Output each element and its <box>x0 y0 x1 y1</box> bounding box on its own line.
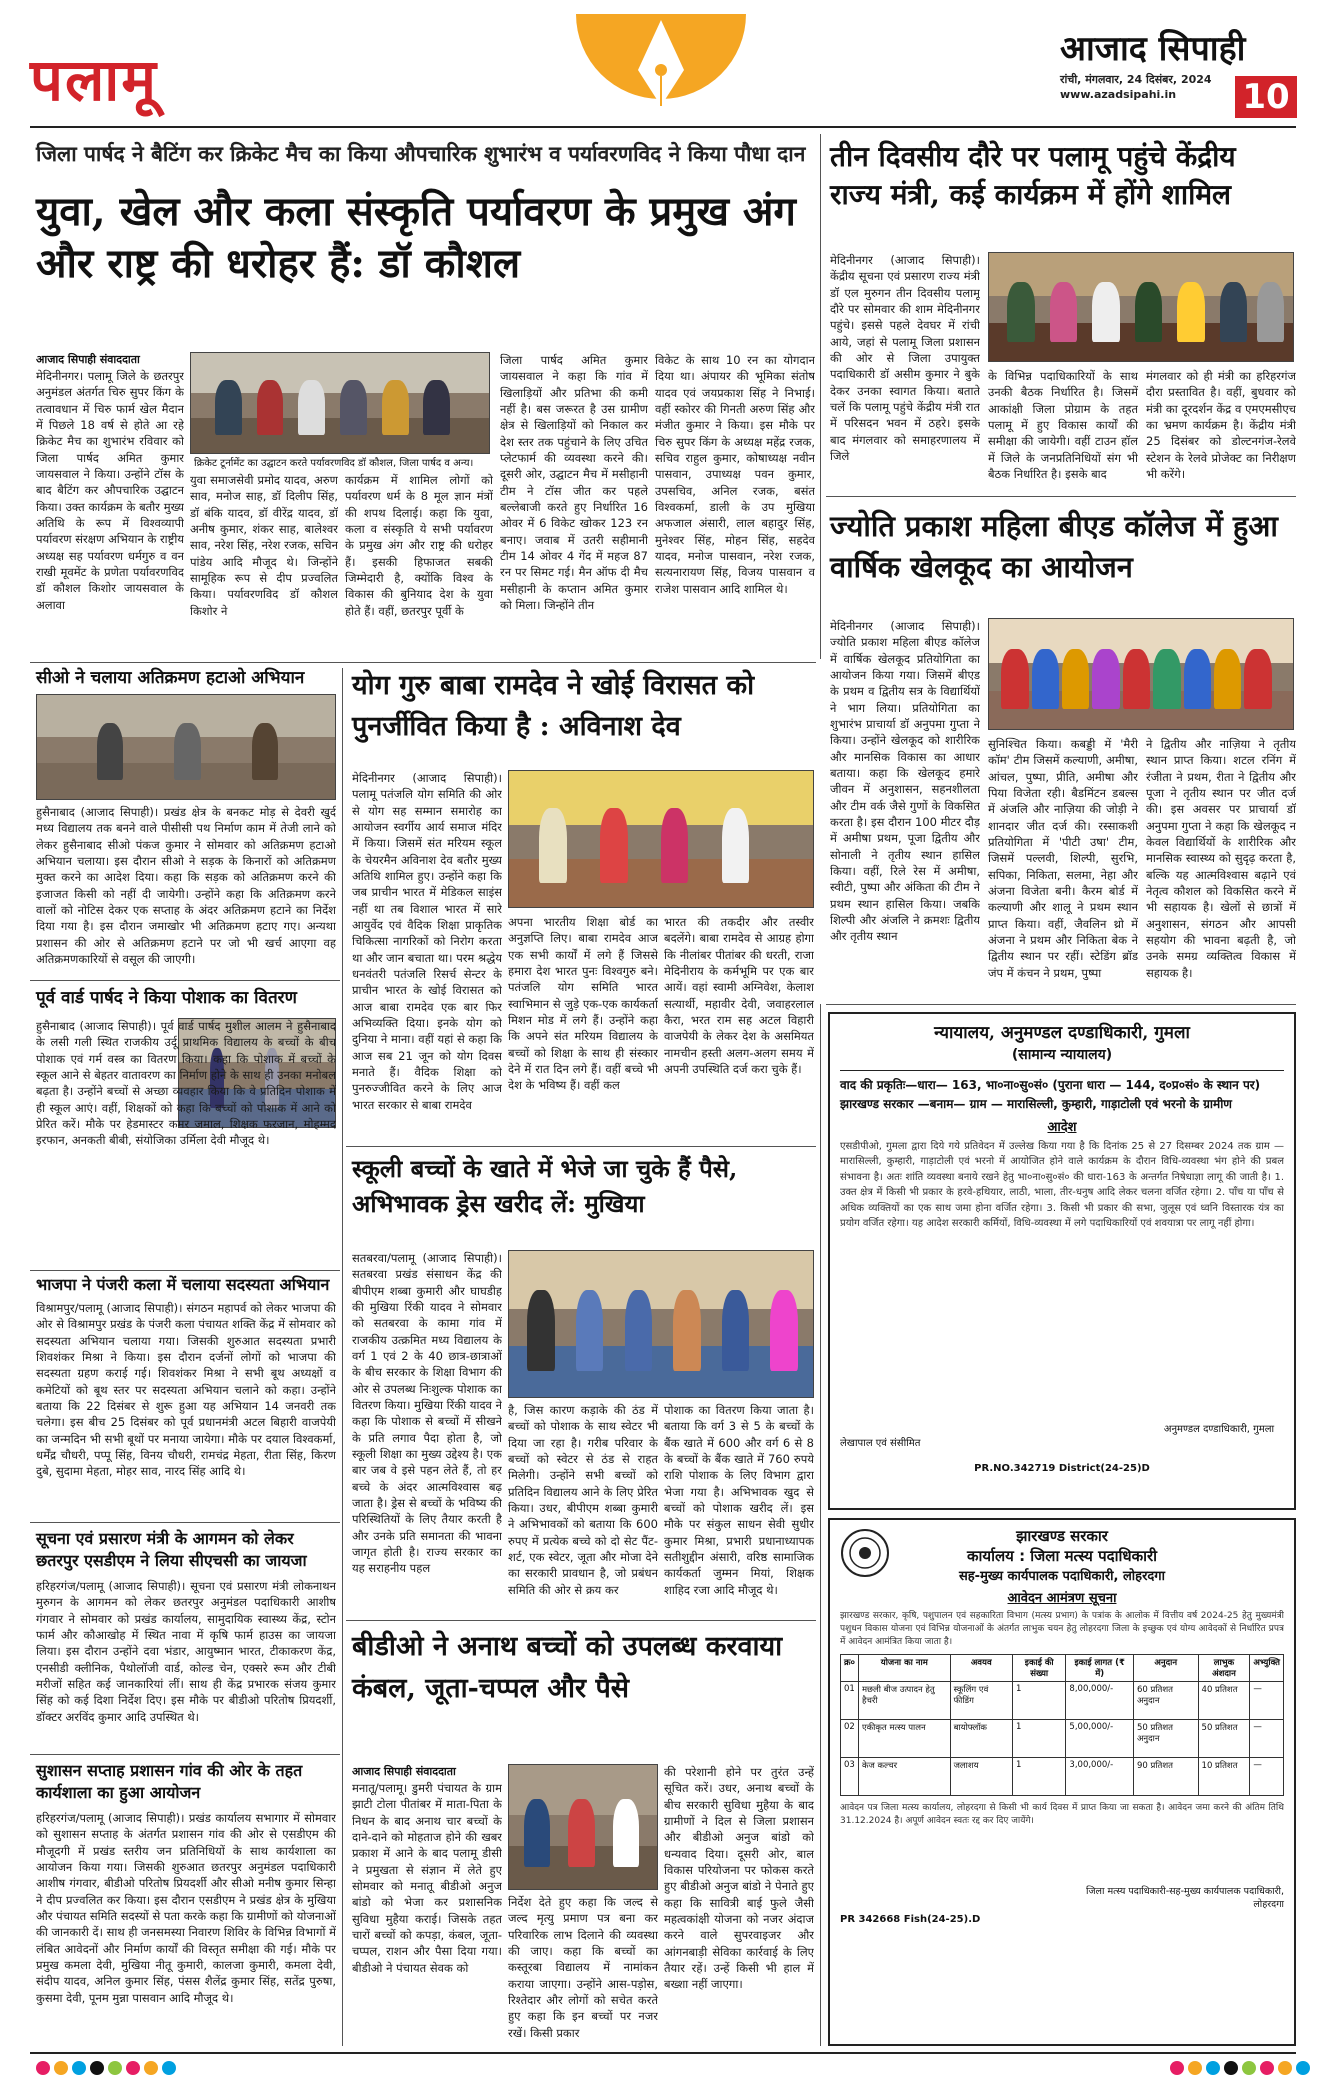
color-dot <box>1242 2061 1256 2075</box>
a2-col-2: के विभिन्न पदाधिकारियों के साथ उनकी बैठक निर्धारित है। जिसमें आकांक्षी जिला प्रोग्राम के तहत पलामू में हुए विकास कार्यों की समीक्षा की जायेगी। वहीं टाउन हॉल में जिले के जनप्रतिनिधियों संग भी बैठक निर्धारित है। इसके बाद <box>988 369 1138 481</box>
pen-nib-logo <box>566 14 756 124</box>
a1-col-3: कार्यक्रम में शामिल लोगों को पर्यावरण धर्म के 8 मूल ज्ञान मंत्रों की शपथ दिलाई। कहा कि युवा, कला व संस्कृति ये सभी पर्यावरण के प्रमुख अंग और राष्ट्र की धरोहर हैं। इसकी हिफाजत सबकी जिम्मेदारी है, क्योंकि विश्व के विकास की बुनियाद देश के युवा होते हैं। वहीं, छतरपुर पूर्वी के <box>345 473 493 618</box>
a2-col-3: मंगलवार को ही मंत्री का हरिहरगंज दौरा प्रस्तावित है। वहीं, बुधवार को मंत्री का दूरदर्शन केंद्र व एमएमसीएच का भ्रमण कार्यक्रम है। केंद्रीय मंत्री 25 दिसंबर को डोल्टनगंज-रेलवे स्टेशन के रेलवे प्रोजेक्ट का निरीक्षण भी करेंगे। <box>1146 369 1296 481</box>
color-dot <box>1170 2061 1184 2075</box>
a9-photo-yoga <box>508 770 814 908</box>
color-registration-dots-right <box>1170 2060 1314 2079</box>
fisheries-office-2: सह-मुख्य कार्यपालक पदाधिकारी, लोहरदगा <box>958 1569 1165 1584</box>
a11-headline: बीडीओ ने अनाथ बच्चों को उपलब्ध करवाया कंबल, जूता-चप्पल और पैसे <box>352 1631 783 1704</box>
color-registration-dots-left <box>36 2060 180 2079</box>
color-dot <box>72 2061 86 2075</box>
court-notice-pr: PR.NO.342719 District(24-25)D <box>974 1462 1150 1474</box>
fisheries-footer: आवेदन पत्र जिला मत्स्य कार्यालय, लोहरदगा से किसी भी कार्य दिवस में प्राप्त किया जा सकता है। आवेदन जमा करने की अंतिम तिथि 31.12.2024 है। अपूर्ण आवेदन स्वतः रद्द कर दिए जायेंगे। <box>840 1803 1284 1827</box>
a3-col-1: मेदिनीनगर (आजाद सिपाही)। ज्योति प्रकाश महिला बीएड कॉलेज में वार्षिक खेलकूद प्रतियोगिता का आयोजन किया गया। जिसमें बीएड के प्रथम व द्वितीय सत्र के विद्यार्थियों ने भाग लिया। प्रतियोगिता का शुभारंभ प्राचार्या डॉ अनुपमा गुप्ता ने किया। उन्होंने खेलकूद को शारीरिक और मानसिक विकास का आधार बताया। कहा कि खेलकूद हमारे जीवन में अनुशासन, सहनशीलता और टीम वर्क जैसे गुणों के विकसित करता है। इस दौरान 100 मीटर दौड़ में अमीषा प्रथम, पूजा द्वितीय और सोनाली ने तृतीय स्थान हासिल किया। वहीं, रिले रेस में अमीषा, स्वीटी, पुष्पा और अंकिता की टीम ने प्रथम स्थान हासिल किया। जबकि शिल्पी और अंजलि ने क्रमशः द्वितीय और तृतीय स्थान <box>830 619 980 944</box>
fisheries-table-header: अवयव <box>950 1655 1012 1682</box>
color-dot <box>1224 2061 1238 2075</box>
color-dot <box>54 2061 68 2075</box>
a1-col-2: युवा समाजसेवी प्रमोद यादव, अरुण साव, मनोज साह, डॉ दिलीप सिंह, डॉ बंकि यादव, डॉ वीरेंद्र यादव, डॉ अनीष कुमार, शंकर साह, बालेश्वर साव, नरेश सिंह, नरेश रजक, सचिन पांडेय आदि मौजूद थे। जिन्होंने सामूहिक रूप से दीप प्रज्वलित किया। पर्यावरणविद डॉ कौशल किशोर ने <box>190 473 338 618</box>
court-notice-subtitle: (सामान्य न्यायालय) <box>1011 1047 1113 1063</box>
fisheries-table-cell: 1 <box>1012 1720 1065 1758</box>
a6-headline: भाजपा ने पंजरी कला में चलाया सदस्यता अभियान <box>36 1275 330 1294</box>
color-dot <box>144 2061 158 2075</box>
fisheries-table-header: इकाई की संख्या <box>1012 1655 1065 1682</box>
fisheries-notice <box>828 1518 1296 2046</box>
fisheries-table-cell: 3,00,000/- <box>1066 1758 1134 1796</box>
court-notice-body: एसडीपीओ, गुमला द्वारा दिये गये प्रतिवेदन में उल्लेख किया गया है कि दिनांक 25 से 27 दिसम्बर 2024 तक ग्राम — मारासिल्ली, कुम्हारी, गाड़ाटोली एवं भरनो में आयोजित होने वाले कार्यक्रम के दौरान विधि-व्यवस्था भंग होने की प्रबल संभावना है। अतः शांति व्यवस्था बनाये रखने हेतु भा०ना०सु०सं० की धारा-163 के अन्तर्गत निषेधाज्ञा लागू की जाती है। 1. उक्त क्षेत्र में किसी भी प्रकार के हरवे-हथियार, लाठी, भाला, तीर-धनुष आदि लेकर चलना वर्जित रहेगा। 2. पाँच या पाँच से अधिक व्यक्तियों का एक साथ जमा होना वर्जित रहेगा। 3. किसी भी प्रकार की सभा, जुलूस एवं ध्वनि विस्तारक यंत्र का प्रयोग वर्जित रहेगा। यह आदेश सरकारी कर्मियों, विधि-व्यवस्था में लगे पदाधिकारियों एवं शवयात्रा पर लागू नहीं होगा। <box>840 1140 1284 1230</box>
color-dot <box>36 2061 50 2075</box>
newspaper-name: आजाद सिपाही <box>1060 29 1246 69</box>
a11-col-2: निर्देश देते हुए कहा कि जल्द से जल्द मृत्यु प्रमाण पत्र बना कर परिवारिक लाभ दिलाने की व्यवस्था की जाए। कहा कि बच्चों का कस्तूरबा विद्यालय में नामांकन कराया जाएगा। उन्होंने आस-पड़ोस, रिश्तेदार और लोगों को सचेत करते हुए कहा कि इन बच्चों पर नजर रखें। किसी प्रकार <box>508 1895 658 2040</box>
a1-kicker: जिला पार्षद ने बैटिंग कर क्रिकेट मैच का किया औपचारिक शुभारंभ व पर्यावरणविद ने किया पौधा दान <box>36 141 806 166</box>
fisheries-table-cell: 90 प्रतिशत <box>1133 1758 1198 1796</box>
fisheries-gov: झारखण्ड सरकार <box>1016 1527 1108 1545</box>
a1-col-5: विकेट के साथ 10 रन का योगदान दिया था। अंपायर की भूमिका संतोष यादव एवं जयप्रकाश सिंह ने निभाई। वहीं स्कोरर की गिनती अरुण सिंह और मंजीत कुमार ने किया। इस मौके पर चिरु सुपर किंग के अध्यक्ष महेंद्र रजक, सचिव राहुल कुमार, कोषाध्यक्ष नवीन पासवान, उपाध्यक्ष पवन कुमार, उपसचिव, अनिल रजक, बसंत विश्वकर्मा, डाली के उप मुखिया अफजाल अंसारी, लाल बहादुर सिंह, मुनेश्वर सिंह, मोहन सिंह, सहदेव यादव, मनोज पासवान, नरेश रजक, सत्यनारायण सिंह, विजय पासवान व राजेश पासवान आदि शामिल थे। <box>655 353 815 596</box>
a5-text: हुसैनाबाद (आजाद सिपाही)। पूर्व वार्ड पार्षद मुशील आलम ने हुसैनाबाद के लसी गली स्थित राजकीय उर्दू प्राथमिक विद्यालय के बच्चों के बीच पोशाक एवं गर्म वस्त्र का वितरण किया। कहा कि पोशाक में बच्चों के स्कूल आने से बेहतर वातावरण का निर्माण होने के साथ ही उनका मनोबल बढ़ता है। उन्होंने बच्चों से अच्छा व्यवहार किया कि वे प्रतिदिन पोशाक में ही स्कूल आएं। वहीं, शिक्षकों को कहा कि बच्चों को पोशाक में आने को प्रेरित करें। मौके पर हेडमास्टर कमर जमाल, शिक्षक फरजान, मोहम्मद इरफान, अनकती बीबी, संयोजिका उर्मिला देवी मौजूद थे। <box>36 1019 336 1148</box>
a8-text: हरिहरगंज/पलामू (आजाद सिपाही)। प्रखंड कार्यालय सभागार में सोमवार को सुशासन सप्ताह के अंतर्गत प्रशासन गांव की ओर से एसडीएम की मौजूदगी में प्रखंड स्तरीय जन प्रतिनिधियों के साथ कार्यशाला का आयोजन किया गया। जिसकी शुरुआत छतरपुर अनुमंडल पदाधिकारी आशीष गंगवार, बीडीओ परितोष प्रियदर्शी और सीओ मनीष कुमार सिन्हा ने दीप प्रज्वलित कर किया। इस दौरान एसडीएम ने प्रखंड क्षेत्र के मुखिया और पंचायत समिति सदस्यों से पता करके कहा कि ग्रामीणों को योजनाओं की जानकारी दें। साथ ही जनसमस्या निवारण शिविर के विभिन्न विभागों में लंबित आवेदनों और निर्माण कार्यों की विस्तृत समीक्षा की गई। मौके पर प्रमुख कमला देवी, मुखिया नीतू कुमारी, कालजा कुमारी, कमला देवी, संदीप यादव, अनिल कुमार सिंह, पंसस शैलेंद्र कुमार सिंह, सतेंद्र पुरुषा, कुसमा देवी, पूनम मुन्ना पासवान आदि मौजूद थे। <box>36 1811 336 2005</box>
a9-col-3: भारत की तकदीर और तस्वीर बदलेंगे। बाबा रामदेव से आग्रह होगा कि नीलांबर पीतांबर की धरती, राजा मेदिनीराय के कर्मभूमि पर एक बार आयें। वहां स्वामी अग्निवेश, केलाश सत्यार्थी, महावीर देवी, जवाहरलाल कैरा, भरत राम सह अटल विहारी वाजपेयी के लेकर देश के असमियत नामचीन हस्ती अलग-अलग समय में अपनी उपस्थिति दर्ज करा चुके हैं। <box>664 915 814 1076</box>
fisheries-table-cell: 40 प्रतिशत <box>1198 1682 1250 1720</box>
color-dot <box>1296 2061 1310 2075</box>
fisheries-table-cell: 02 <box>841 1720 859 1758</box>
a11-col-3: की परेशानी होने पर तुरंत उन्हें सूचित करें। उधर, अनाथ बच्चों के बीच सरकारी सुविधा मुहैया के बाद ग्रामीणों ने दिल से जिला प्रशासन और बीडीओ अनुज बांडो को धन्यवाद दिया। दूसरी ओर, बाल विकास परियोजना पर फोकस करते हुए बीडीओ अनुज बांडो ने पेनाते हुए कहा कि सावित्री बाई फुले जैसी महत्वकांक्षी योजना को नजर अंदाज करने वाले सुपरवाइजर और आंगनबाड़ी सेविका कार्रवाई के लिए तैयार रहें। उन्हें किसी भी हाल में बख्शा नहीं जाएगा। <box>664 1765 814 1992</box>
fisheries-table-cell: 1 <box>1012 1682 1065 1720</box>
a4-headline: सीओ ने चलाया अतिक्रमण हटाओ अभियान <box>36 668 305 688</box>
fisheries-table-cell: 10 प्रतिशत <box>1198 1758 1250 1796</box>
fisheries-table-cell: 50 प्रतिशत <box>1198 1720 1250 1758</box>
fisheries-title: आवेदन आमंत्रण सूचना <box>1007 1591 1117 1606</box>
jharkhand-emblem-icon <box>840 1528 890 1578</box>
fisheries-table-cell: 60 प्रतिशत अनुदान <box>1133 1682 1198 1720</box>
fisheries-table-cell: 5,00,000/- <box>1066 1720 1134 1758</box>
fisheries-table-cell: 1 <box>1012 1758 1065 1796</box>
a2-headline: तीन दिवसीय दौरे पर पलामू पहुंचे केंद्रीय राज्य मंत्री, कई कार्यक्रम में होंगे शामिल <box>830 140 1236 211</box>
court-notice-order: आदेश <box>1047 1119 1077 1135</box>
a1-col-1: मेदिनीनगर। पलामू जिले के छतरपुर अनुमंडल अंतर्गत चिरु सुपर किंग के तत्वावधान में चिरु फार्म खेल मैदान में पिछले 18 वर्ष से होते आ रहे क्रिकेट मैच का शुभारंभ रविवार को जिला पार्षद अमित कुमार जायसवाल ने किया। उन्होंने टॉस के बाद बैटिंग कर औपचारिक उद्घाटन किया। उक्त कार्यक्रम के बतौर मुख्य अतिथि के रूप में विश्वव्यापी पर्यावरण संरक्षण अभियान के राष्ट्रीय अध्यक्ष सह पर्यावरण धर्मगुरु व वन राखी मूवमेंट के प्रणेता पर्यावरणविद डॉ कौशल किशोर जायसवाल के अलावा <box>36 369 184 612</box>
fisheries-table-row <box>841 1682 1284 1720</box>
court-notice-title: न्यायालय, अनुमण्डल दण्डाधिकारी, गुमला <box>934 1023 1190 1043</box>
a5-headline: पूर्व वार्ड पार्षद ने किया पोशाक का वितरण <box>36 988 297 1008</box>
fisheries-table-header: लाभुक अंशदान <box>1198 1655 1250 1682</box>
fisheries-sign: जिला मत्स्य पदाधिकारी-सह-मुख्य कार्यपालक पदाधिकारी, लोहरदगा <box>1086 1886 1284 1910</box>
court-notice-case: वाद की प्रकृतिः—धारा— 163, भा०ना०सु०सं० (पुराना धारा — 144, द०प्र०सं० के स्थान पर) <box>840 1078 1261 1092</box>
a7-headline: सूचना एवं प्रसारण मंत्री के आगमन को लेकर छतरपुर एसडीएम ने लिया सीएचसी का जायजा <box>36 1529 307 1571</box>
fisheries-table-cell: 01 <box>841 1682 859 1720</box>
a11-photo-children <box>508 1764 658 1890</box>
color-dot <box>1188 2061 1202 2075</box>
a3-col-2: सुनिश्चित किया। कबड्डी में 'मैरी कॉम' टीम जिसमें कल्याणी, अमीषा, आंचल, पुष्पा, प्रीति, अमीषा और पिया विजेता रही। बैडमिंटन डबल्स में अंजलि और नाज़िया की जोड़ी ने शानदार जीत दर्ज की। रस्साकशी प्रतियोगिता में 'पीटी उषा' टीम, जिसमें पल्लवी, शिल्पी, सुरभि, सपिका, निकिता, सलमा, नेहा और अंजना विजेता बनी। कैरम बोर्ड में कल्याणी और शालू ने प्रथम स्थान प्राप्त किया। वहीं, जैवलिन थ्रो में अंजना ने प्रथम और निकिता बेक ने द्वितीय स्थान पर रहीं। स्टेडिंग ब्रॉड जंप में कंचन ने प्रथम, पुष्पा <box>988 737 1138 980</box>
a4-text: हुसैनाबाद (आजाद सिपाही)। प्रखंड क्षेत्र के बनकट मोड़ से देवरी खुर्द मध्य विद्यालय तक बनने वाले पीसीसी पथ निर्माण काम में तेजी लाने को लेकर हुसैनाबाद सीओ पंकज कुमार ने सोमवार को अतिक्रमण हटाओ अभियान चलाया। इस दौरान सीओ ने सड़क के किनारों को अतिक्रमण मुक्त करने का आदेश दिया। कहा कि सड़क को अतिक्रमण करने की इजाजत किसी को नहीं दी जायेगी। उन्होंने कहा कि अतिक्रमण करने वालों को नोटिस देकर एक सप्ताह के अंदर अतिक्रमण हटाने का निर्देश दिया गया है। इस दौरान जमाखोर भी अतिक्रमण हटाए गए। अन्यथा प्रशासन की ओर से अतिक्रमण हटाने पर जो भी खर्च आएगा वह अतिक्रमणकारियों से वसूल की जाएगी। <box>36 805 336 966</box>
a10-col-2: है, जिस कारण कड़ाके की ठंड में बच्चों को पोशाक के साथ स्वेटर भी दिया जा रहा है। गरीब परिवार के बच्चों को स्वेटर से ठंड से राहत मिलेगी। उन्होंने सभी बच्चों को प्रतिदिन विद्यालय आने के लिए प्रेरित किया। उधर, बीपीएम शब्बा कुमारी ने अभिभावकों को बताया कि 600 रुपए में प्रत्येक बच्चे को दो सेट पैंट-शर्ट, एक स्वेटर, जूता और मोजा देने का सरकारी प्रावधान है, जो प्रबंधन समिति की ओर से क्रय कर <box>508 1403 658 1597</box>
fisheries-table-cell: केज कल्चर <box>858 1758 950 1796</box>
a8-headline: सुशासन सप्ताह प्रशासन गांव की ओर के तहत कार्यशाला का हुआ आयोजन <box>36 1761 303 1803</box>
court-notice-left-sign: लेखापाल एवं संसीमित <box>840 1437 921 1449</box>
color-dot <box>108 2061 122 2075</box>
fisheries-table-row <box>841 1720 1284 1758</box>
fisheries-table-row <box>841 1758 1284 1796</box>
fisheries-table-cell: — <box>1250 1682 1284 1720</box>
a9-headline: योग गुरु बाबा रामदेव ने खोई विरासत को पुनर्जीवित किया है : अविनाश देव <box>352 670 755 742</box>
color-dot <box>90 2061 104 2075</box>
color-dot <box>1278 2061 1292 2075</box>
fisheries-table-cell: स्कूलिंग एवं फीडिंग <box>950 1682 1012 1720</box>
fisheries-table-cell: 50 प्रतिशत अनुदान <box>1133 1720 1198 1758</box>
fisheries-table-cell: — <box>1250 1720 1284 1758</box>
fisheries-table-cell: — <box>1250 1758 1284 1796</box>
color-dot <box>162 2061 176 2075</box>
fisheries-intro: झारखण्ड सरकार, कृषि, पशुपालन एवं सहकारिता विभाग (मत्स्य प्रभाग) के पत्रांक के आलोक में वित्तीय वर्ष 2024-25 हेतु मुख्यमंत्री पशुधन विकास योजना एवं विभिन्न योजनाओं के अंतर्गत लाभुक चयन हेतु लोहरदगा जिला के इच्छुक एवं योग्य आवेदकों से निर्धारित प्रपत्र में आवेदन आमंत्रित किया जाता है। <box>840 1611 1284 1648</box>
a7-text: हरिहरगंज/पलामू (आजाद सिपाही)। सूचना एवं प्रसारण मंत्री लोकनाथन मुरुगन के आगमन को लेकर छतरपुर अनुमंडल पदाधिकारी आशीष गंगवार ने सोमवार को प्रखंड कार्यालय, सामुदायिक स्वास्थ्य केंद्र, स्टोन फार्म और कौआखोह में स्थित नावा में कृषि फार्म हाउस का जायजा लिया। इस दौरान उन्होंने दवा भंडार, आयुष्मान भारत, टीकाकरण केंद्र, एनसीडी क्लीनिक, पैथोलॉजी वार्ड, कोल्ड चेन, एक्सरे रूम और टीबी मरीजों सहित कई जानकारियां लीं। साथ ही केंद्र प्रभारक संजय कुमार सिंह को कई दिशा निर्देश दिए। इस मौके पर बीडीओ परितोष प्रियदर्शी, डॉक्टर अरविंद कुमार आदि उपस्थित थे। <box>36 1579 336 1724</box>
section-title: पलामू <box>30 46 158 114</box>
a1-col-4: जिला पार्षद अमित कुमार जायसवाल ने कहा कि गांव में खिलाड़ियों और प्रतिभा की कमी नहीं है। बस जरूरत है उस ग्रामीण क्षेत्र से खिलाड़ियों को निकाल कर देश स्तर तक पहुंचाने के लिए उचित प्लेटफार्म की व्यवस्था करने की। दूसरी ओर, उद्घाटन मैच में मसीहानी टीम ने टॉस जीत कर पहले बल्लेबाजी करते हुए निर्धारित 16 ओवर में 6 विकेट खोकर 123 रन बनाए। जवाब में उतरी सहीमानी टीम 14 ओवर 4 गेंद में महज 87 रन पर सिमट गई। मैन ऑफ दी मैच मसीहानी के कप्तान अमित कुमार को मिला। जिन्होंने तीन <box>500 353 648 612</box>
a2-photo-minister <box>988 252 1294 362</box>
a11-col-1: मनातू/पलामू। डुमरी पंचायत के ग्राम झाटी टोला पीतांबर में माता-पिता के निधन के बाद अनाथ चार बच्चों के दाने-दाने को मोहताज होने की खबर प्रकाश में आने के बाद पलामू डीसी ने प्रमुखता से संज्ञान में लेते हुए सोमवार को मनातू बीडीओ अनुज बांडो को भेजा कर प्रशासनिक सुविधा मुहैया कराई। जिसके तहत चारों बच्चों को कपड़ा, कंबल, जूता-चप्पल, राशन और पैसा दिया गया। बीडीओ ने पंचायत सेवक को <box>352 1781 502 1975</box>
a2-col-1: मेदिनीनगर (आजाद सिपाही)। केंद्रीय सूचना एवं प्रसारण राज्य मंत्री डॉ एल मुरुगन तीन दिवसीय पलामू दौरे पर सोमवार की शाम मेदिनीनगर पहुंचे। इससे पहले देवघर में रांची आये, जहां से पलामू जिला प्रशासन की ओर से जिला उपायुक्त पदाधिकारी डॉ असीम कुमार ने बुके देकर उनका स्वागत किया। बताते चलें कि पलामू पहुंचे केंद्रीय मंत्री रात में परिसदन भवन में ठहरे। इसके बाद मंगलवार को समाहरणालय में जिले <box>830 253 980 463</box>
fisheries-table-cell: बायोफ्लॉक <box>950 1720 1012 1758</box>
color-dot <box>126 2061 140 2075</box>
a10-photo-uniform <box>508 1250 814 1398</box>
court-notice-right-sign: अनुमण्डल दण्डाधिकारी, गुमला <box>1163 1423 1275 1435</box>
fisheries-table-header: योजना का नाम <box>858 1655 950 1682</box>
page-number-badge: 10 <box>1235 76 1297 118</box>
fisheries-table-cell: मछली बीज उत्पादन हेतु हैचरी <box>858 1682 950 1720</box>
fisheries-table-cell: एकीकृत मत्स्य पालन <box>858 1720 950 1758</box>
fisheries-office: कार्यालय : जिला मत्स्य पदाधिकारी <box>966 1547 1158 1565</box>
a11-byline: आजाद सिपाही संवाददाता <box>352 1765 456 1778</box>
fisheries-table-header: अभ्युक्ति <box>1250 1655 1284 1682</box>
fisheries-table-header: क्र० <box>841 1655 859 1682</box>
a1-headline: युवा, खेल और कला संस्कृति पर्यावरण के प्रमुख अंग और राष्ट्र की धरोहर हैं: डॉ कौशल <box>36 188 796 287</box>
a1-byline: आजाद सिपाही संवाददाता <box>36 353 140 366</box>
fisheries-table <box>840 1654 1284 1796</box>
color-dot <box>1260 2061 1274 2075</box>
a3-col-3: ने द्वितीय और नाज़िया ने तृतीय स्थान प्राप्त किया। शटल रनिंग में रंजीता ने प्रथम, रीता ने द्वितीय और पूजा ने तृतीय स्थान पर जीत दर्ज की। इस अवसर पर प्राचार्या डॉ अनुपमा गुप्ता ने कहा कि खेलकूद न केवल विद्यार्थियों के शारीरिक और मानसिक स्वास्थ्य को सुदृढ़ करता है, बल्कि यह आत्मविश्वास बढ़ाने एवं नेतृत्व कौशल को विकसित करने में भी सहायक है। खेलों से छात्रों में अनुशासन, संगठन और आपसी सहयोग की भावना बढ़ती है, जो उनके समग्र व्यक्तित्व विकास में सहायक है। <box>1146 737 1296 980</box>
a3-photo-sports <box>988 618 1294 730</box>
fisheries-table-cell: 03 <box>841 1758 859 1796</box>
court-notice <box>828 1012 1296 1510</box>
a10-headline: स्कूली बच्चों के खाते में भेजे जा चुके हैं पैसे, अभिभावक ड्रेस खरीद लें: मुखिया <box>352 1154 738 1218</box>
a10-col-1: सतबरवा/पलामू (आजाद सिपाही)। सतबरवा प्रखंड संसाधन केंद्र की बीपीएम शब्बा कुमारी और घाघडीह की मुखिया रिंकी यादव ने सोमवार को सतबरवा के कामा गांव में राजकीय उत्क्रमित मध्य विद्यालय के वर्ग 1 एवं 2 के 40 छात्र-छात्राओं के बीच सरकार के शिक्षा विभाग की ओर से उपलब्ध निःशुल्क पोशाक का वितरण किया। मुखिया रिंकी यादव ने कहा कि पोशाक से बच्चों में सीखने के प्रति लगाव पैदा होता है, जो स्कूली शिक्षा का मुख्य उद्देश्य है। एक बार जब वे इसे पहन लेते हैं, तो हर बच्चे के अंदर आत्मविश्वास बढ़ जाता है। ड्रेस से बच्चों के भविष्य की परिस्थितियों के लिए तैयार करती है और उनके प्रति समानता की भावना जागृत होती है। राज्य सरकार का यह सराहनीय पहल <box>352 1251 502 1576</box>
a9-col-2: अपना भारतीय शिक्षा बोर्ड का अनुज्ञप्ति लिए। बाबा रामदेव आज एक सभी कार्यों में लगे हैं जिससे हमारा देश भारत पुनः विश्वगुरु बने। पतंजलि योग समिति भारत स्वाभिमान से जुड़े एक-एक कार्यकर्ता मिशन मोड में लगे हैं। उन्होंने कहा कि अपने संत मरियम विद्यालय के बच्चों को शिक्षा के साथ ही संस्कार देने में रात दिन लगे हैं। वहीं बच्चे भी देश के भविष्य हैं। वहीं कल <box>508 915 658 1093</box>
court-notice-parties: झारखण्ड सरकार —बनाम— ग्राम — मारासिल्ली, कुम्हारी, गाड़ाटोली एवं भरनो के ग्रामीण <box>840 1096 1232 1111</box>
fisheries-table-cell: जलाशय <box>950 1758 1012 1796</box>
a9-col-1: मेदिनीनगर (आजाद सिपाही)। पलामू पतंजलि योग समिति की ओर से योग सह सम्मान समारोह का आयोजन स्वर्गीय आर्य समाज मंदिर में किया। जिसमें संत मरियम स्कूल के चेयरमैन अविनाश देव बतौर मुख्य अतिथि शामिल हुए। उन्होंने कहा कि जब प्राचीन भारत में मेडिकल साइंस नहीं था तब विशाल भारत में सारे आयुर्वेद एवं वैदिक शिक्षा प्राकृतिक चिकित्सा नागरिकों को निरोग करता था और जान बचाता था। परम श्रद्धेय धनवंतरी पतंजलि रिसर्च सेन्टर के प्राचीन भारत के खोई विरासत को आज बाबा रामदेव एक बार फिर अभिव्यक्ति दिया। इनके योग को दुनिया ने माना। वहीं यहां से कहा कि आज सब 21 जून को योग दिवस मनाते हैं। वैदिक शिक्षा को पुनरुज्जीवित करने के लिए आज भारत सरकार से बाबा रामदेव <box>352 771 502 1112</box>
a10-col-3: पोशाक का वितरण किया जाता है। बताया कि वर्ग 3 से 5 के बच्चों के बैंक खाते में 600 और वर्ग 6 से 8 के बच्चों के बैंक खाते में 760 रुपये राशि पोशाक के लिए विभाग द्वारा भेजा गया है। अभिभावक खुद से बच्चों को पोशाक खरीद लें। इस मौके पर संकुल साधन सेवी सुधीर कुमार मिश्रा, प्रभारी प्रधानाध्यापक सतीशुद्दीन अंसारी, वरिष्ठ सामाजिक कार्यकर्ता जुम्मन मियां, शिक्षक शाहिद रजा आदि मौजूद थे। <box>664 1403 814 1597</box>
a6-text: विश्रामपुर/पलामू (आजाद सिपाही)। संगठन महापर्व को लेकर भाजपा की ओर से विश्रामपुर प्रखंड के पंजरी कला पंचायत शक्ति केंद्र में सोमवार को सदस्यता अभियान चलाया गया। जिसकी शुरुआत सदस्यता प्रभारी शिवशंकर मिश्रा ने किया। इस दौरान दर्जनों लोगों को भाजपा की सदस्यता ग्रहण कराई गई। शिवशंकर मिश्रा ने सभी बूथ अध्यक्षों व कमेटियों को बूथ स्तर पर सदस्यता अभियान चलाने को कहा। उन्होंने बताया कि 22 दिसंबर से शुरू हुआ यह अभियान 14 जनवरी तक चलेगा। इस बीच 25 दिसंबर को पूर्व प्रधानमंत्री अटल बिहारी वाजपेयी का जन्मदिन भी सभी बूथों पर मनाया जायेगा। मौके पर दयाल विश्वकर्मा, धर्मेंद्र चौधरी, पप्पू सिंह, विनय चौधरी, रामचंद्र मेहता, रीता सिंह, किरण दुबे, सुदामा मेहता, मोहर साव, नारद सिंह आदि थे। <box>36 1301 336 1479</box>
a4-photo-demolition <box>36 694 336 800</box>
fisheries-table-header: इकाई लागत (₹ में) <box>1066 1655 1134 1682</box>
a1-photo-caption: क्रिकेट टूर्नामेंट का उद्घाटन करते पर्यावरणविद डॉ कौशल, जिला पार्षद व अन्य। <box>190 455 490 472</box>
fisheries-table-header: अनुदान <box>1133 1655 1198 1682</box>
a1-photo-cricket <box>190 352 490 454</box>
color-dot <box>1206 2061 1220 2075</box>
a3-headline: ज्योति प्रकाश महिला बीएड कॉलेज में हुआ वार्षिक खेलकूद का आयोजन <box>830 509 1278 584</box>
fisheries-table-cell: 8,00,000/- <box>1066 1682 1134 1720</box>
masthead-website[interactable]: www.azadsipahi.in <box>1060 88 1177 101</box>
masthead-date: रांची, मंगलवार, 24 दिसंबर, 2024 <box>1060 73 1212 86</box>
fisheries-pr: PR 342668 Fish(24-25).D <box>840 1914 981 1925</box>
